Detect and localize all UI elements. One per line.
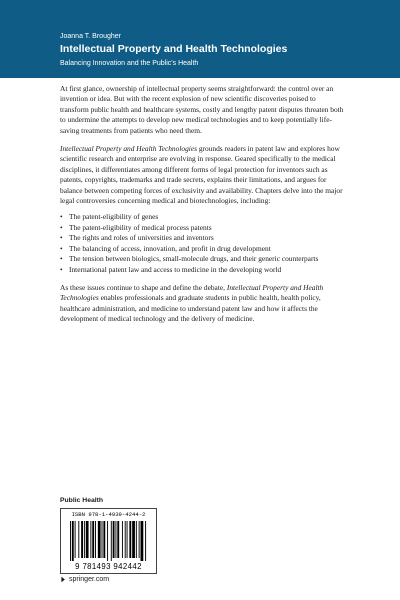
italic-title: Intellectual Property and Health Technologies [60, 282, 324, 303]
barcode-bar [95, 521, 96, 558]
book-title: Intellectual Property and Health Technologies [60, 43, 288, 55]
barcode-bar [115, 521, 116, 558]
barcode-bar [84, 521, 85, 558]
barcode-bar [145, 521, 146, 561]
list-item: • The patent-eligibility of genes [60, 212, 344, 222]
barcode-bar [86, 521, 89, 558]
barcode-bar [98, 521, 101, 558]
barcode-bar [72, 521, 74, 561]
barcode-bar [139, 521, 140, 558]
barcode-bar [81, 521, 83, 558]
book-subtitle: Balancing Innovation and the Public's Health [60, 60, 199, 67]
list-item: • The balancing of access, innovation, and profit in drug development [60, 244, 344, 254]
italic-title: Intellectual Property and Health Technologies [60, 144, 197, 154]
barcode-bar [117, 521, 119, 558]
barcode-bar [102, 521, 103, 558]
topics-list [60, 212, 344, 274]
list-item: • International patent law and access to medicine in the developing world [60, 265, 344, 275]
overview-text: grounds readers in patent law and explores how scientific research and enterprise are evolving in response. Geared specifically to the medical disciplines, it differentiates among different forms of legal protection for inventors such as patents, copyrights, trademarks and trade secrets, explains their limitations, and argues for balance between competing forces of exclusivity and availability. Chapters delve into the major legal controversies concerning medical and biotechnologies, including: [60, 144, 343, 206]
paragraph-intro: At first glance, ownership of intellectual property seems straightforward: the control over an invention or idea. But with the recent explosion of new scientific discoveries poised to transform public health and healthcare systems, costly and lengthy patent disputes threaten both to undermine the attempts to develop new medical technologies and to keep potentially life-saving treatments from patients who need them. [60, 84, 344, 135]
list-item: • The rights and roles of universities and inventors [60, 233, 344, 243]
blurb [60, 84, 344, 333]
barcode-bar [125, 521, 126, 558]
barcode-bar [127, 521, 128, 558]
barcode-bar [92, 521, 94, 558]
barcode-digits: 9 781493 942442 [75, 562, 142, 571]
barcode-bar [122, 521, 123, 558]
barcode-bar [136, 521, 137, 558]
barcode-bar [75, 521, 76, 558]
barcode-bar [141, 521, 144, 561]
subject-category: Public Health [60, 497, 104, 504]
isbn-label: ISBN 978-1-4939-4244-2 [71, 511, 146, 518]
barcode-bars [70, 521, 147, 561]
paragraph-closing [60, 283, 344, 325]
isbn-barcode [60, 508, 157, 574]
barcode-bar [90, 521, 91, 558]
barcode-bar [129, 521, 131, 558]
barcode-bar [70, 521, 71, 561]
barcode-bar [107, 521, 108, 561]
barcode-bar [132, 521, 135, 558]
arrow-right-icon [60, 576, 67, 583]
closing-start: As these issues continue to shape and define the debate, [60, 282, 227, 292]
barcode-bar [111, 521, 112, 561]
author-name: Joanna T. Brougher [60, 33, 121, 40]
publisher-link[interactable] [60, 576, 109, 583]
list-item: • The tension between biologics, small-molecule drugs, and their generic counterparts [60, 254, 344, 264]
closing-text: enables professionals and graduate students in public health, health policy, healthcare administration, and medicine to understand patent law and how it affects the development of medical technology and the delivery of medicine. [60, 293, 321, 324]
list-item: • The patent-eligibility of medical process patents [60, 223, 344, 233]
barcode-bar [113, 521, 115, 558]
barcode-bar [103, 521, 105, 558]
paragraph-overview [60, 144, 344, 206]
barcode-bar [78, 521, 79, 558]
publisher-url: springer.com [69, 576, 110, 583]
header-band [0, 0, 400, 78]
